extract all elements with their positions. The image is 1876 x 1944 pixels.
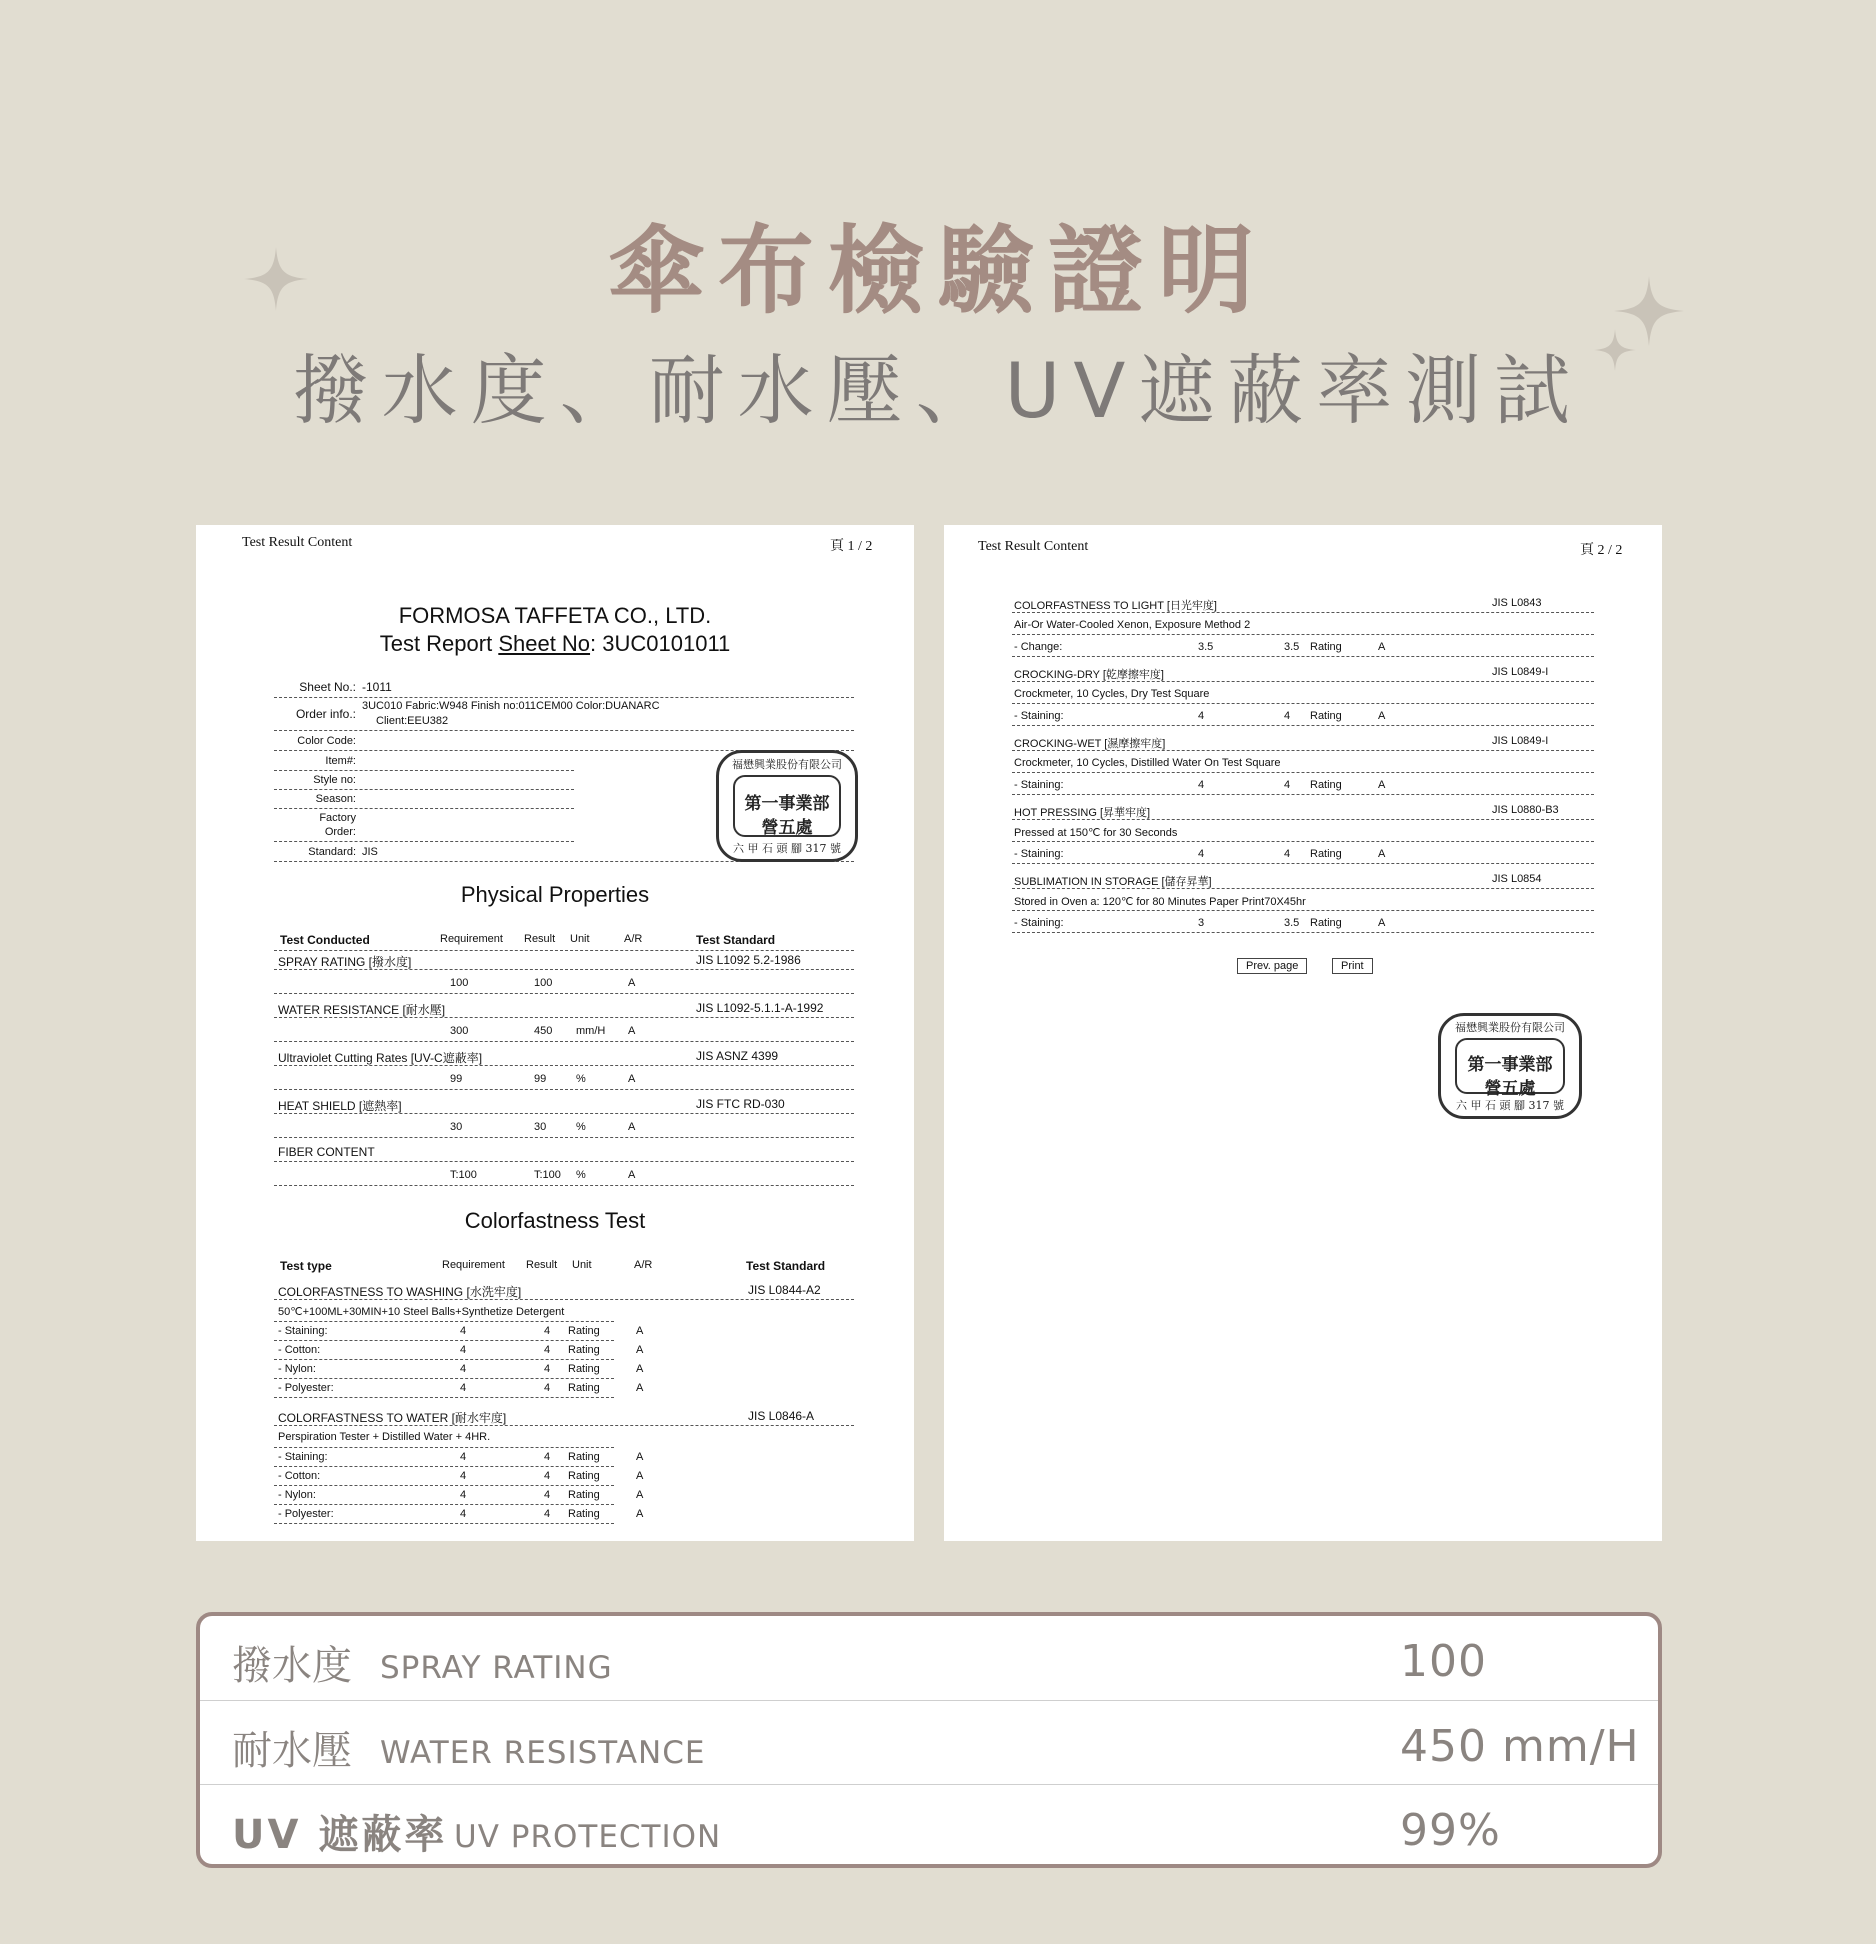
- col-test-conducted: Test Conducted: [280, 933, 370, 947]
- rating-unit: Rating: [568, 1325, 600, 1337]
- rating-requirement: 4: [460, 1470, 467, 1482]
- physical-result: 450: [534, 1025, 553, 1037]
- page-title: 傘布檢驗證明: [608, 214, 1268, 327]
- summary-value: 450 mm/H: [1400, 1721, 1640, 1772]
- rating-row-label: - Cotton:: [278, 1344, 321, 1356]
- col-result: Result: [524, 933, 556, 945]
- p2-result: 4: [1284, 779, 1291, 791]
- p2-test-method: Pressed at 150℃ for 30 Seconds: [1014, 827, 1178, 839]
- rating-unit: Rating: [568, 1344, 600, 1356]
- p2-test-name: HOT PRESSING [昇華牢度]: [1014, 807, 1151, 819]
- rating-requirement: 4: [460, 1508, 467, 1520]
- rating-ar: A: [636, 1470, 644, 1482]
- season-label: Season:: [315, 793, 356, 805]
- sheet-no-value: -1011: [362, 680, 392, 694]
- p2-unit: Rating: [1310, 917, 1342, 929]
- rating-requirement: 4: [460, 1382, 467, 1394]
- physical-test-name: WATER RESISTANCE [耐水壓]: [278, 1003, 446, 1017]
- colorfastness-title: Colorfastness Test: [464, 1208, 646, 1233]
- p2-requirement: 4: [1198, 848, 1205, 860]
- physical-unit: %: [576, 1073, 586, 1085]
- col-result: Result: [526, 1259, 558, 1271]
- p2-row-label: - Staining:: [1014, 848, 1064, 860]
- summary-value: 100: [1400, 1636, 1487, 1687]
- p2-ar: A: [1378, 917, 1386, 929]
- p2-ar: A: [1378, 710, 1386, 722]
- p2-test-name: CROCKING-DRY [乾摩擦牢度]: [1014, 669, 1164, 681]
- col-ar: A/R: [624, 933, 643, 945]
- p2-test-name: SUBLIMATION IN STORAGE [儲存昇華]: [1014, 876, 1212, 888]
- p2-row-label: - Change:: [1014, 641, 1063, 653]
- report-title: Test Report Sheet No: 3UC0101011: [379, 631, 731, 656]
- physical-ar: A: [628, 1073, 636, 1085]
- physical-result: 99: [534, 1073, 547, 1085]
- p2-test-standard: JIS L0849-I: [1492, 666, 1549, 678]
- physical-requirement: 300: [450, 1025, 469, 1037]
- test-report-page-2: [944, 525, 1662, 1541]
- physical-result: 100: [534, 977, 553, 989]
- physical-test-standard: JIS FTC RD-030: [696, 1097, 785, 1111]
- p2-test-method: Air-Or Water-Cooled Xenon, Exposure Method 2: [1014, 619, 1251, 631]
- p2-ar: A: [1378, 641, 1386, 653]
- p2-test-method: Stored in Oven a: 120℃ for 80 Minutes Paper Print70X45hr: [1014, 896, 1306, 908]
- rating-requirement: 4: [460, 1325, 467, 1337]
- rating-unit: Rating: [568, 1470, 600, 1482]
- p2-requirement: 4: [1198, 779, 1205, 791]
- col-requirement: Requirement: [440, 933, 503, 945]
- physical-requirement: 100: [450, 977, 469, 989]
- sheet-no-label: Sheet No.:: [299, 680, 356, 694]
- p2-test-method: Crockmeter, 10 Cycles, Distilled Water On Test Square: [1014, 757, 1281, 769]
- p2-unit: Rating: [1310, 779, 1342, 791]
- physical-unit: %: [576, 1169, 586, 1181]
- rating-row-label: - Nylon:: [278, 1363, 316, 1375]
- factory-order-label: Order:: [324, 826, 356, 838]
- physical-test-name: FIBER CONTENT: [278, 1145, 375, 1159]
- sheet-header-left: Test Result Content: [242, 535, 353, 550]
- p2-test-name: COLORFASTNESS TO LIGHT [日光牢度]: [1014, 600, 1217, 612]
- physical-test-standard: JIS L1092 5.2-1986: [696, 953, 801, 967]
- physical-result: T:100: [534, 1169, 561, 1181]
- results-summary-table: [196, 1612, 1662, 1868]
- order-info-label: Order info.:: [295, 707, 356, 721]
- prev-page-button[interactable]: Prev. page: [1237, 958, 1307, 974]
- p2-result: 4: [1284, 848, 1291, 860]
- summary-row-uv: [200, 1784, 1658, 1868]
- item-label: Item#:: [325, 755, 356, 767]
- rating-unit: Rating: [568, 1451, 600, 1463]
- p2-test-method: Crockmeter, 10 Cycles, Dry Test Square: [1014, 688, 1210, 700]
- summary-label-en: SPRAY RATING: [380, 1650, 613, 1686]
- washing-test-standard: JIS L0844-A2: [748, 1283, 821, 1297]
- sheet-page-number: 頁 2 / 2: [1580, 543, 1623, 558]
- rating-ar: A: [636, 1344, 644, 1356]
- physical-test-name: SPRAY RATING [撥水度]: [278, 955, 412, 969]
- p2-unit: Rating: [1310, 848, 1342, 860]
- col-requirement: Requirement: [442, 1259, 505, 1271]
- p2-row-label: - Staining:: [1014, 710, 1064, 722]
- company-seal-stamp: 福懋興業股份有限公司 第一事業部 營五處 六 甲 石 頭 腳 317 號: [1438, 1013, 1582, 1119]
- physical-test-standard: JIS L1092-5.1.1-A-1992: [696, 1001, 824, 1015]
- physical-ar: A: [628, 1169, 636, 1181]
- col-unit: Unit: [570, 933, 590, 945]
- p2-result: 3.5: [1284, 917, 1300, 929]
- rating-result: 4: [544, 1382, 551, 1394]
- rating-ar: A: [636, 1489, 644, 1501]
- rating-result: 4: [544, 1470, 551, 1482]
- rating-row-label: - Staining:: [278, 1325, 328, 1337]
- col-test-standard: Test Standard: [746, 1259, 826, 1273]
- col-ar: A/R: [634, 1259, 653, 1271]
- rating-requirement: 4: [460, 1344, 467, 1356]
- rating-ar: A: [636, 1363, 644, 1375]
- rating-unit: Rating: [568, 1508, 600, 1520]
- p2-result: 4: [1284, 710, 1291, 722]
- rating-row-label: - Polyester:: [278, 1382, 334, 1394]
- physical-test-name: Ultraviolet Cutting Rates [UV-C遮蔽率]: [278, 1051, 483, 1065]
- summary-label-zh: UV 遮蔽率: [232, 1812, 448, 1858]
- p2-test-name: CROCKING-WET [濕摩擦牢度]: [1014, 738, 1166, 750]
- rating-row-label: - Polyester:: [278, 1508, 334, 1520]
- p2-ar: A: [1378, 848, 1386, 860]
- physical-ar: A: [628, 1121, 636, 1133]
- rating-requirement: 4: [460, 1489, 467, 1501]
- summary-label-zh: 耐水壓: [232, 1728, 352, 1774]
- physical-requirement: 30: [450, 1121, 463, 1133]
- p2-test-standard: JIS L0843: [1492, 597, 1542, 609]
- factory-label: Factory: [319, 812, 356, 824]
- physical-properties-title: Physical Properties: [460, 882, 650, 907]
- standard-label: Standard:: [308, 846, 356, 858]
- col-unit: Unit: [572, 1259, 592, 1271]
- col-test-standard: Test Standard: [696, 933, 776, 947]
- water-test-standard: JIS L0846-A: [748, 1409, 815, 1423]
- order-info-line1: 3UC010 Fabric:W948 Finish no:011CEM00 Color:DUANARC: [362, 700, 660, 712]
- rating-unit: Rating: [568, 1489, 600, 1501]
- p2-row-label: - Staining:: [1014, 779, 1064, 791]
- company-seal-stamp: 福懋興業股份有限公司 第一事業部 營五處 六 甲 石 頭 腳 317 號: [716, 750, 858, 862]
- physical-ar: A: [628, 1025, 636, 1037]
- p2-requirement: 4: [1198, 710, 1205, 722]
- summary-label-en: WATER RESISTANCE: [380, 1735, 706, 1771]
- rating-unit: Rating: [568, 1382, 600, 1394]
- p2-unit: Rating: [1310, 710, 1342, 722]
- rating-unit: Rating: [568, 1363, 600, 1375]
- p2-unit: Rating: [1310, 641, 1342, 653]
- p2-test-standard: JIS L0854: [1492, 873, 1542, 885]
- p2-test-standard: JIS L0880-B3: [1492, 804, 1559, 816]
- rating-result: 4: [544, 1451, 551, 1463]
- rating-row-label: - Nylon:: [278, 1489, 316, 1501]
- washing-test-name: COLORFASTNESS TO WASHING [水洗牢度]: [278, 1285, 522, 1299]
- summary-value: 99%: [1400, 1805, 1501, 1856]
- rating-ar: A: [636, 1508, 644, 1520]
- summary-row-spray: [200, 1616, 1658, 1700]
- print-button[interactable]: Print: [1332, 958, 1373, 974]
- style-label: Style no:: [313, 774, 356, 786]
- physical-unit: mm/H: [576, 1025, 606, 1037]
- washing-test-method: 50℃+100ML+30MIN+10 Steel Balls+Synthetize Detergent: [278, 1306, 565, 1318]
- p2-ar: A: [1378, 779, 1386, 791]
- rating-result: 4: [544, 1344, 551, 1356]
- p2-requirement: 3: [1198, 917, 1205, 929]
- p2-row-label: - Staining:: [1014, 917, 1064, 929]
- rating-ar: A: [636, 1451, 644, 1463]
- rating-row-label: - Staining:: [278, 1451, 328, 1463]
- order-info-line2: Client:EEU382: [376, 715, 449, 727]
- physical-requirement: 99: [450, 1073, 463, 1085]
- sheet-header-left: Test Result Content: [978, 539, 1089, 554]
- physical-requirement: T:100: [450, 1169, 477, 1181]
- rating-result: 4: [544, 1363, 551, 1375]
- page-subtitle: 撥水度、耐水壓、UV遮蔽率測試: [292, 346, 1584, 435]
- col-test-type: Test type: [280, 1259, 332, 1273]
- rating-ar: A: [636, 1325, 644, 1337]
- rating-result: 4: [544, 1508, 551, 1520]
- physical-test-name: HEAT SHIELD [遮熱率]: [278, 1099, 402, 1113]
- test-report-page-1: [196, 525, 914, 1541]
- rating-result: 4: [544, 1489, 551, 1501]
- rating-requirement: 4: [460, 1451, 467, 1463]
- water-test-name: COLORFASTNESS TO WATER [耐水牢度]: [278, 1411, 507, 1425]
- physical-test-standard: JIS ASNZ 4399: [696, 1049, 779, 1063]
- rating-row-label: - Cotton:: [278, 1470, 321, 1482]
- physical-result: 30: [534, 1121, 547, 1133]
- p2-test-standard: JIS L0849-I: [1492, 735, 1549, 747]
- sheet-page-number: 頁 1 / 2: [830, 539, 873, 554]
- rating-result: 4: [544, 1325, 551, 1337]
- standard-value: JIS: [362, 846, 378, 858]
- rating-ar: A: [636, 1382, 644, 1394]
- summary-label-zh: 撥水度: [232, 1643, 352, 1689]
- p2-result: 3.5: [1284, 641, 1300, 653]
- physical-unit: %: [576, 1121, 586, 1133]
- water-test-method: Perspiration Tester + Distilled Water + 4HR.: [278, 1431, 491, 1443]
- rating-requirement: 4: [460, 1363, 467, 1375]
- summary-row-water: [200, 1700, 1658, 1784]
- p2-requirement: 3.5: [1198, 641, 1214, 653]
- color-code-label: Color Code:: [297, 735, 356, 747]
- physical-ar: A: [628, 977, 636, 989]
- company-name: FORMOSA TAFFETA CO., LTD.: [398, 603, 712, 628]
- summary-label-en: UV PROTECTION: [454, 1819, 722, 1855]
